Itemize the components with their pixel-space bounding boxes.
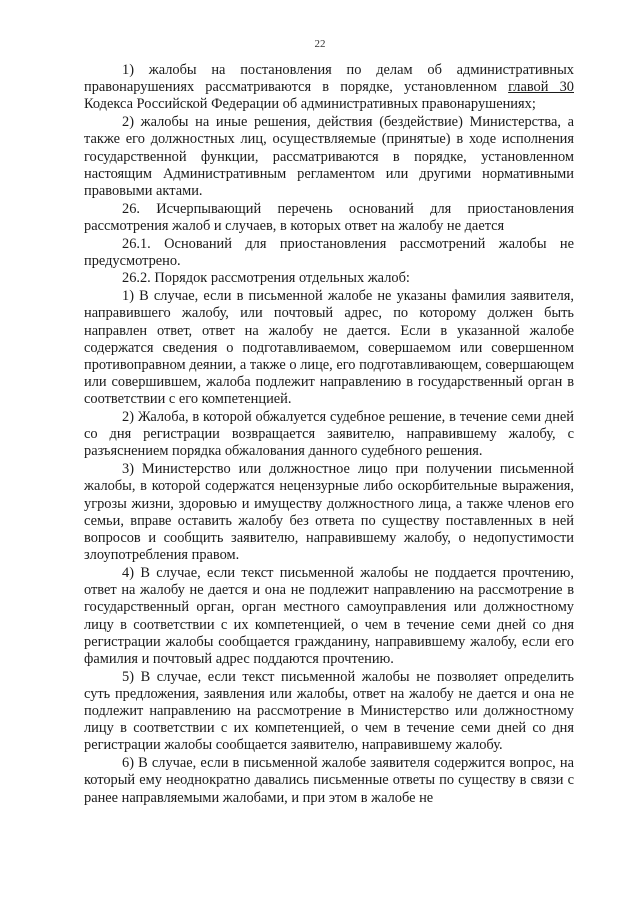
paragraph-1-text-end: Кодекса Российской Федерации об административных правонарушениях;: [84, 96, 536, 113]
chapter-30-link[interactable]: главой 30: [508, 79, 574, 96]
section-26-2: 26.2. Порядок рассмотрения отдельных жалоб:: [122, 270, 410, 287]
paragraph-1-review-of-administrative-decisions: [84, 62, 574, 114]
item-5-unclear-essence: 5) В случае, если текст письменной жалобы не позволяет определить суть предложения, заявления или жалобы, ответ на жалобу не дается и она не подлежит направлению на рассмотрение в Министерство или должностному лицу в соответствии с их компетенцией, о чем в течение семи дней со дня регистрации жалобы сообщается заявителю, направившему жалобу.: [84, 668, 574, 754]
page-number: 22: [314, 38, 326, 50]
document-body: [84, 62, 574, 807]
item-4-unreadable-text: 4) В случае, если текст письменной жалобы не поддается прочтению, ответ на жалобу не дается и она не подлежит направлению на рассмотрение в государственный орган, орган местного самоуправления или должностному лицу в соответствии с их компетенцией, о чем в течение семи дней со дня регистрации жалобы сообщается гражданину, направившему жалобу, если его фамилия и почтовый адрес поддаются прочтению.: [84, 564, 574, 667]
item-3-offensive-language: 3) Министерство или должностное лицо при получении письменной жалобы, в которой содержатся нецензурные либо оскорбительные выражения, угрозы жизни, здоровью и имуществу должностного лица, а также членов его семьи, вправе оставить жалобу без ответа по существу поставленных в ней вопросов и сообщить заявителю, направившему жалобу, о недопустимости злоупотребления правом.: [84, 461, 574, 564]
section-26-heading: 26. Исчерпывающий перечень оснований для приостановления рассмотрения жалоб и случаев, в которых ответ на жалобу не дается: [84, 200, 574, 234]
paragraph-1-text-start: 1) жалобы на постановления по делам об административных правонарушениях рассматриваются в порядке, установленном: [84, 62, 574, 96]
section-26-1: 26.1. Оснований для приостановления рассмотрений жалобы не предусмотрено.: [84, 235, 574, 269]
item-6-repeated-question: 6) В случае, если в письменной жалобе заявителя содержится вопрос, на который ему неоднократно давались письменные ответы по существу в связи с ранее направляемыми жалобами, и при этом в жалобе не: [84, 755, 574, 806]
item-1-anonymous-complaint: 1) В случае, если в письменной жалобе не указаны фамилия заявителя, направившего жалобу, или почтовый адрес, по которому должен быть направлен ответ, ответ на жалобу не дается. Если в указанной жалобе содержатся сведения о подготавливаемом, совершаемом или совершенном противоправном деянии, а также о лице, его подготавливающем, совершающем или совершившем, жалоба подлежит направлению в государственный орган в соответствии с его компетенцией.: [84, 288, 574, 408]
paragraph-2-other-decisions: 2) жалобы на иные решения, действия (бездействие) Министерства, а также его должностных лиц, осуществляемые (принятые) в ходе исполнения государственной функции, рассматриваются в порядке, установленном настоящим Административным регламентом или другими нормативными правовыми актами.: [84, 114, 574, 199]
item-2-court-decision: 2) Жалоба, в которой обжалуется судебное решение, в течение семи дней со дня регистрации возвращается заявителю, направившему жалобу, с разъяснением порядка обжалования данного судебного решения.: [84, 409, 574, 460]
